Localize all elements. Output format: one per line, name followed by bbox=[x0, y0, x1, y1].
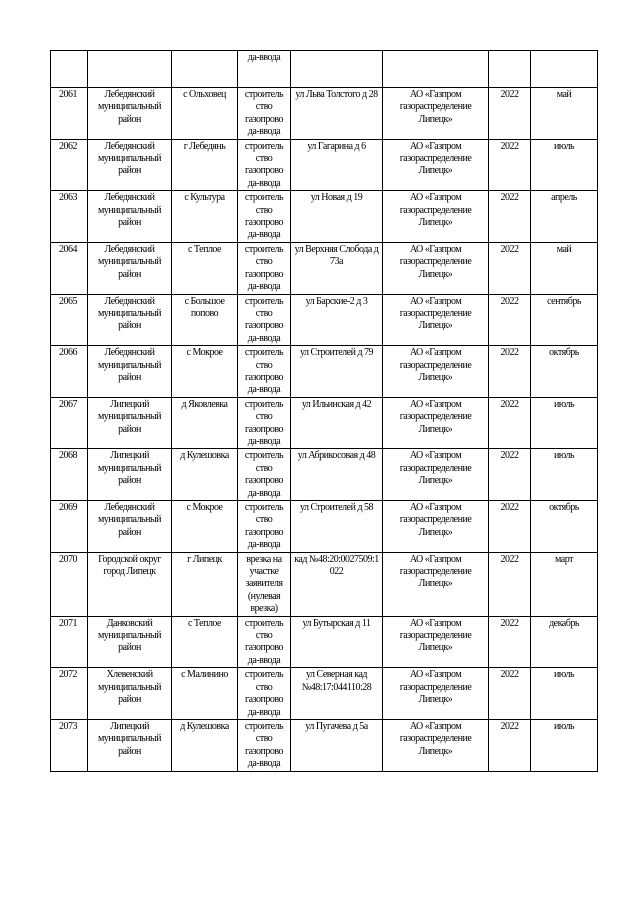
cell-address: ул Бутырская д 11 bbox=[291, 616, 383, 668]
table-row bbox=[51, 346, 598, 398]
cell-address: ул Ильинская д 42 bbox=[291, 397, 383, 449]
cell-address: ул Новая д 19 bbox=[291, 191, 383, 243]
table-row bbox=[51, 552, 598, 616]
cell-organization bbox=[383, 51, 489, 88]
cell-work-type: врезка на участке заявителя (нулевая врезка) bbox=[238, 552, 291, 616]
cell-district: Данковский муниципальный район bbox=[88, 616, 172, 668]
table-row-continued bbox=[51, 51, 598, 88]
cell-organization: АО «Газпром газораспределение Липецк» bbox=[383, 294, 489, 346]
cell-year: 2022 bbox=[489, 191, 531, 243]
cell-address: кад №48:20:0027509:1 022 bbox=[291, 552, 383, 616]
cell-locality: г Липецк bbox=[172, 552, 238, 616]
cell-organization: АО «Газпром газораспределение Липецк» bbox=[383, 191, 489, 243]
table-row bbox=[51, 88, 598, 140]
cell-district: Лебедянский муниципальный район bbox=[88, 346, 172, 398]
cell-work-type: строитель ство газопрово да-ввода bbox=[238, 88, 291, 140]
cell-address bbox=[291, 51, 383, 88]
cell-address: ул Строителей д 79 bbox=[291, 346, 383, 398]
table-row bbox=[51, 397, 598, 449]
cell-district: Лебедянский муниципальный район bbox=[88, 139, 172, 191]
cell-address: ул Барские-2 д 3 bbox=[291, 294, 383, 346]
cell-locality: с Мокрое bbox=[172, 501, 238, 553]
cell-address: ул Абрикосовая д 48 bbox=[291, 449, 383, 501]
cell-month bbox=[531, 51, 598, 88]
cell-locality: с Мокрое bbox=[172, 346, 238, 398]
cell-month: октябрь bbox=[531, 501, 598, 553]
cell-address: ул Льва Толстого д 28 bbox=[291, 88, 383, 140]
cell-work-type: строитель ство газопрово да-ввода bbox=[238, 616, 291, 668]
cell-number: 2068 bbox=[51, 449, 88, 501]
cell-number: 2072 bbox=[51, 668, 88, 720]
cell-district: Городской округ город Липецк bbox=[88, 552, 172, 616]
cell-organization: АО «Газпром газораспределение Липецк» bbox=[383, 552, 489, 616]
table-row bbox=[51, 616, 598, 668]
cell-number: 2069 bbox=[51, 501, 88, 553]
cell-address: ул Строителей д 58 bbox=[291, 501, 383, 553]
cell-number bbox=[51, 51, 88, 88]
cell-month: июль bbox=[531, 449, 598, 501]
cell-organization: АО «Газпром газораспределение Липецк» bbox=[383, 397, 489, 449]
cell-month: июль bbox=[531, 668, 598, 720]
cell-number: 2066 bbox=[51, 346, 88, 398]
cell-number: 2065 bbox=[51, 294, 88, 346]
cell-organization: АО «Газпром газораспределение Липецк» bbox=[383, 501, 489, 553]
cell-district: Липецкий муниципальный район bbox=[88, 397, 172, 449]
cell-locality bbox=[172, 51, 238, 88]
cell-month: сентябрь bbox=[531, 294, 598, 346]
cell-district: Лебедянский муниципальный район bbox=[88, 501, 172, 553]
cell-work-type: строитель ство газопрово да-ввода bbox=[238, 397, 291, 449]
cell-locality: д Яковлевка bbox=[172, 397, 238, 449]
cell-number: 2071 bbox=[51, 616, 88, 668]
cell-number: 2063 bbox=[51, 191, 88, 243]
cell-year: 2022 bbox=[489, 294, 531, 346]
cell-month: июль bbox=[531, 139, 598, 191]
cell-work-type: строитель ство газопрово да-ввода bbox=[238, 191, 291, 243]
cell-district: Лебедянский муниципальный район bbox=[88, 294, 172, 346]
cell-address: ул Северная кад №48:17:044110:28 bbox=[291, 668, 383, 720]
cell-work-type: строитель ство газопрово да-ввода bbox=[238, 294, 291, 346]
cell-month: апрель bbox=[531, 191, 598, 243]
cell-locality: с Большое попово bbox=[172, 294, 238, 346]
cell-organization: АО «Газпром газораспределение Липецк» bbox=[383, 242, 489, 294]
cell-month: июль bbox=[531, 719, 598, 771]
cell-locality: с Теплое bbox=[172, 242, 238, 294]
cell-locality: д Кулешовка bbox=[172, 719, 238, 771]
cell-year: 2022 bbox=[489, 552, 531, 616]
works-table bbox=[50, 50, 598, 772]
cell-month: декабрь bbox=[531, 616, 598, 668]
cell-month: октябрь bbox=[531, 346, 598, 398]
cell-organization: АО «Газпром газораспределение Липецк» bbox=[383, 616, 489, 668]
cell-year: 2022 bbox=[489, 668, 531, 720]
cell-organization: АО «Газпром газораспределение Липецк» bbox=[383, 719, 489, 771]
cell-year: 2022 bbox=[489, 616, 531, 668]
cell-year: 2022 bbox=[489, 242, 531, 294]
cell-number: 2062 bbox=[51, 139, 88, 191]
cell-organization: АО «Газпром газораспределение Липецк» bbox=[383, 449, 489, 501]
cell-organization: АО «Газпром газораспределение Липецк» bbox=[383, 346, 489, 398]
cell-organization: АО «Газпром газораспределение Липецк» bbox=[383, 88, 489, 140]
cell-district: Лебедянский муниципальный район bbox=[88, 242, 172, 294]
cell-locality: с Ольховец bbox=[172, 88, 238, 140]
cell-number: 2070 bbox=[51, 552, 88, 616]
table-row bbox=[51, 294, 598, 346]
cell-address: ул Пугачева д 5а bbox=[291, 719, 383, 771]
cell-number: 2061 bbox=[51, 88, 88, 140]
cell-locality: с Теплое bbox=[172, 616, 238, 668]
cell-district: Лебедянский муниципальный район bbox=[88, 191, 172, 243]
cell-month: март bbox=[531, 552, 598, 616]
cell-locality: с Культура bbox=[172, 191, 238, 243]
cell-year: 2022 bbox=[489, 346, 531, 398]
cell-district: Хлевенский муниципальный район bbox=[88, 668, 172, 720]
cell-work-type: строитель ство газопрово да-ввода bbox=[238, 449, 291, 501]
cell-district bbox=[88, 51, 172, 88]
table-row bbox=[51, 719, 598, 771]
cell-month: май bbox=[531, 242, 598, 294]
cell-number: 2073 bbox=[51, 719, 88, 771]
table-row bbox=[51, 668, 598, 720]
cell-year bbox=[489, 51, 531, 88]
cell-organization: АО «Газпром газораспределение Липецк» bbox=[383, 668, 489, 720]
cell-address: ул Верхняя Слобода д 73а bbox=[291, 242, 383, 294]
cell-number: 2064 bbox=[51, 242, 88, 294]
cell-district: Липецкий муниципальный район bbox=[88, 449, 172, 501]
table-row bbox=[51, 501, 598, 553]
cell-organization: АО «Газпром газораспределение Липецк» bbox=[383, 139, 489, 191]
cell-year: 2022 bbox=[489, 449, 531, 501]
cell-number: 2067 bbox=[51, 397, 88, 449]
cell-work-type: да-ввода bbox=[238, 51, 291, 88]
cell-work-type: строитель ство газопрово да-ввода bbox=[238, 668, 291, 720]
cell-district: Липецкий муниципальный район bbox=[88, 719, 172, 771]
cell-work-type: строитель ство газопрово да-ввода bbox=[238, 501, 291, 553]
cell-year: 2022 bbox=[489, 719, 531, 771]
cell-month: июль bbox=[531, 397, 598, 449]
cell-month: май bbox=[531, 88, 598, 140]
cell-locality: д Кулешовка bbox=[172, 449, 238, 501]
cell-work-type: строитель ство газопрово да-ввода bbox=[238, 346, 291, 398]
cell-locality: г Лебедянь bbox=[172, 139, 238, 191]
cell-year: 2022 bbox=[489, 88, 531, 140]
table-row bbox=[51, 191, 598, 243]
cell-work-type: строитель ство газопрово да-ввода bbox=[238, 139, 291, 191]
cell-work-type: строитель ство газопрово да-ввода bbox=[238, 719, 291, 771]
cell-year: 2022 bbox=[489, 139, 531, 191]
cell-address: ул Гагарина д 6 bbox=[291, 139, 383, 191]
cell-year: 2022 bbox=[489, 397, 531, 449]
table-row bbox=[51, 242, 598, 294]
table-row bbox=[51, 449, 598, 501]
cell-locality: с Малинино bbox=[172, 668, 238, 720]
cell-work-type: строитель ство газопрово да-ввода bbox=[238, 242, 291, 294]
cell-district: Лебедянский муниципальный район bbox=[88, 88, 172, 140]
cell-year: 2022 bbox=[489, 501, 531, 553]
table-row bbox=[51, 139, 598, 191]
